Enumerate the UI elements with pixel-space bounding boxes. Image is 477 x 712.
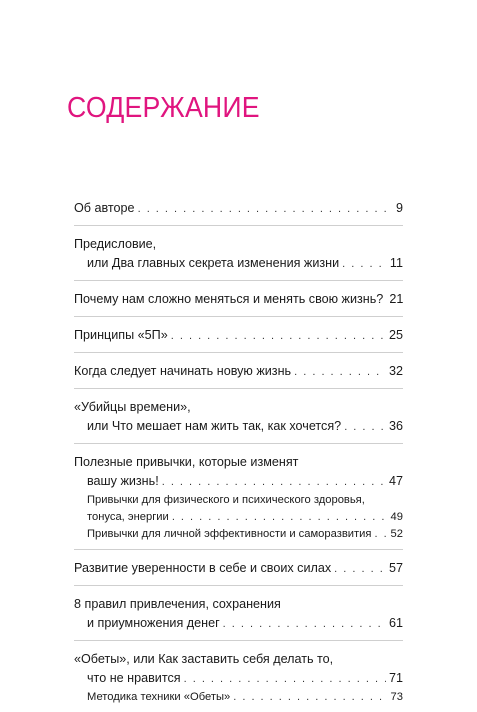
toc-leader-dots [172,509,388,526]
toc-entry [74,281,403,317]
toc-title: Об авторе [74,201,135,215]
toc-line [74,199,403,219]
toc-leader-dots [233,689,387,706]
toc-title: Предисловие, [74,237,157,251]
toc-page-number: 9 [395,201,403,215]
toc-leader-dots [171,327,386,346]
toc-leader-dots [184,670,386,689]
toc-page-number: 21 [389,292,404,306]
toc-title: «Обеты», или Как заставить себя делать то, [74,652,334,666]
toc-title: Когда следует начинать новую жизнь [74,364,292,378]
toc-title: или Два главных секрета изменения жизни [87,256,340,270]
toc-title: Полезные привычки, которые изменят [74,455,299,469]
toc-title: Почему нам сложно меняться и менять свою жизнь? [74,292,384,306]
toc-title: Развитие уверенности в себе и своих силах [74,561,332,575]
toc-title: Принципы «5П» [74,328,168,342]
toc-title: 8 правил привлечения, сохранения [74,597,281,611]
toc-leader-dots [138,200,388,219]
toc-leader-dots [294,363,386,382]
toc-title: Привычки для физического и психического здоровья, [87,494,365,506]
toc-title: что не нравится [87,671,181,685]
toc-leader-dots [344,418,386,437]
toc-entry [74,444,403,550]
toc-entry [74,199,403,226]
toc-page-number: 25 [388,328,403,342]
toc-leader-dots [162,473,386,492]
toc-line [74,526,403,543]
toc-line [74,254,403,274]
toc-title: Привычки для личной эффективности и саморазвития [87,528,372,540]
toc-line [74,326,403,346]
toc-line [74,472,403,492]
toc-title: Методика техники «Обеты» [87,691,231,703]
toc-page-number: 73 [390,691,403,703]
toc-line [74,595,403,614]
toc-entry [74,389,403,444]
toc-page-number: 57 [388,561,403,575]
toc-leader-dots [223,615,386,634]
toc-line [74,235,403,254]
toc-leader-dots [374,526,387,543]
toc-entry [74,353,403,389]
table-of-contents [74,199,403,712]
toc-title: «Убийцы времени», [74,400,191,414]
toc-page-number: 49 [390,511,403,523]
toc-line [74,417,403,437]
toc-line [74,509,403,526]
toc-page-number: 71 [388,671,403,685]
toc-line [74,453,403,472]
toc-title: тонуса, энергии [87,511,169,523]
toc-line [74,669,403,689]
toc-title: вашу жизнь! [87,474,159,488]
toc-line [74,290,403,310]
toc-page-number: 52 [390,528,403,540]
toc-entry [74,641,403,712]
toc-line [74,650,403,669]
toc-line [74,492,403,509]
toc-title: или Что мешает нам жить так, как хочется? [87,419,342,433]
toc-line [74,614,403,634]
toc-page-number: 47 [388,474,403,488]
page-title: СОДЕРЖАНИЕ [67,92,260,124]
toc-page-number: 36 [388,419,403,433]
toc-entry [74,317,403,353]
toc-leader-dots [334,560,386,579]
toc-leader-dots [342,255,387,274]
toc-line [74,689,403,706]
toc-line [74,398,403,417]
toc-entry [74,586,403,641]
toc-line [74,559,403,579]
toc-page-number: 61 [388,616,403,630]
toc-page-number: 32 [388,364,403,378]
toc-entry [74,226,403,281]
toc-title: и приумножения денег [87,616,220,630]
toc-page-number: 11 [389,256,403,270]
toc-line [74,362,403,382]
toc-entry [74,550,403,586]
